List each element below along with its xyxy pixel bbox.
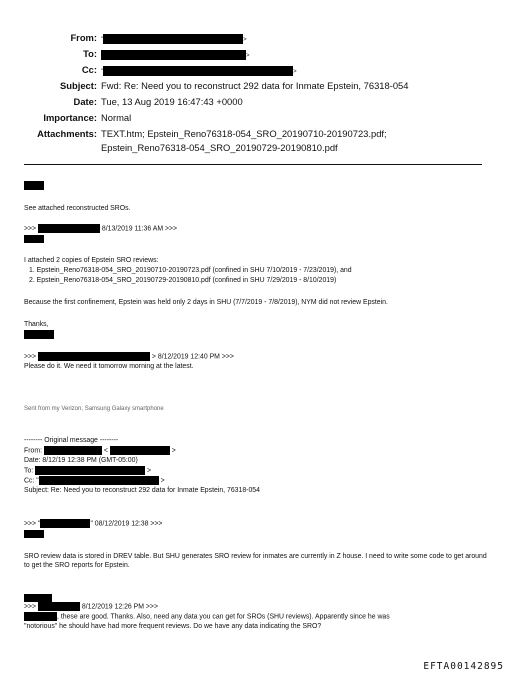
from-label: From:	[70, 32, 97, 43]
cc-label: Cc:	[81, 64, 97, 75]
header-divider	[24, 164, 482, 165]
date-label: Date:	[73, 96, 97, 107]
redacted-block	[24, 330, 54, 339]
redacted-block	[24, 530, 44, 538]
attachment-list-item-2: 2. Epstein_Reno76318-054_SRO_20190729-20190810.pdf (confined in SHU 7/29/2019 - 8/10/2019)	[29, 277, 337, 284]
subject-value: Fwd: Re: Need you to reconstruct 292 data for Inmate Epstein, 76318-054	[101, 80, 409, 91]
importance-value: Normal	[101, 112, 132, 123]
redacted-block	[24, 235, 44, 243]
redacted-block	[44, 446, 102, 455]
redacted-block	[40, 519, 90, 528]
signature-redaction	[24, 181, 494, 190]
quote-header-3: >>> " " 08/12/2019 12:38 >>>	[24, 520, 163, 528]
bates-number: EFTA00142895	[423, 661, 504, 672]
date-value: Tue, 13 Aug 2019 16:47:43 +0000	[101, 96, 243, 107]
quote-3-time: " 08/12/2019 12:38 >>>	[90, 520, 163, 528]
orig-from-line: From: < >	[24, 447, 176, 455]
subject-label: Subject:	[60, 80, 97, 91]
please-do-it-line: Please do it. We need it tomorrow morning at the latest.	[24, 363, 194, 370]
drev-paragraph: SRO review data is stored in DREV table. But SHU generates SRO review for inmates are currently in Z house. I need to write some code to get around to get the SRO reports for Epstein.	[24, 553, 487, 569]
redacted-block	[101, 50, 246, 60]
attachments-line-2: Epstein_Reno76318-054_SRO_20190729-20190810.pdf	[101, 142, 338, 153]
cc-value: " >	[101, 64, 297, 78]
quote-header-1: >>> 8/13/2019 11:36 AM >>>	[24, 225, 178, 233]
redacted-block	[24, 181, 44, 190]
to-value: >	[101, 48, 250, 62]
quote-2-time: > 8/12/2019 12:40 PM >>>	[151, 353, 234, 361]
redacted-block	[38, 602, 80, 611]
redacted-block	[103, 66, 293, 76]
these-are-good-line: , these are good. Thanks. Also, need any data you can get for SROs (SHU reviews). Apparently since he was	[24, 612, 494, 621]
notorious-line: "notorious" he should have had more frequent reviews. Do we have any data indicating the SRO?	[24, 623, 322, 630]
orig-date-line: Date: 8/12/19 12:38 PM (GMT-05:00)	[24, 457, 138, 464]
attached-intro: I attached 2 copies of Epstein SRO reviews:	[24, 257, 159, 264]
attachment-list-item-1: 1. Epstein_Reno76318-054_SRO_20190710-20190723.pdf (confined in SHU 7/10/2019 - 7/23/2019), and	[29, 267, 352, 274]
quote-3-name-redaction	[24, 530, 494, 539]
orig-cc-line: Cc: " >	[24, 477, 165, 485]
redacted-block	[35, 466, 145, 475]
see-attached-line: See attached reconstructed SROs.	[24, 205, 131, 212]
redacted-block	[38, 352, 150, 361]
importance-label: Importance:	[43, 112, 97, 123]
quote-4-time: 8/12/2019 12:26 PM >>>	[81, 603, 158, 611]
quote-1-name-redaction	[24, 235, 494, 244]
redacted-block	[103, 34, 243, 44]
redacted-block	[39, 476, 159, 485]
sent-from-line: Sent from my Verizon, Samsung Galaxy smartphone	[24, 406, 164, 412]
quote-header-2: >>> > 8/12/2019 12:40 PM >>>	[24, 353, 234, 361]
redacted-block	[24, 594, 52, 602]
orig-to-line: To: >	[24, 467, 152, 475]
redacted-block	[110, 446, 170, 455]
thanks-signature-redaction	[24, 330, 494, 339]
attachments-line-1: TEXT.htm; Epstein_Reno76318-054_SRO_20190710-20190723.pdf;	[101, 128, 387, 139]
redacted-block	[24, 612, 57, 621]
first-confinement-paragraph: Because the first confinement, Epstein was held only 2 days in SHU (7/7/2019 - 7/8/2019), NYM did not review Epstein.	[24, 299, 388, 306]
quote-4-line: >>> 8/12/2019 12:26 PM >>>	[24, 603, 158, 611]
redacted-block	[38, 224, 100, 233]
quote-1-time: 8/13/2019 11:36 AM >>>	[101, 225, 178, 233]
orig-subject-line: Subject: Re: Need you to reconstruct 292 data for Inmate Epstein, 76318-054	[24, 487, 260, 494]
to-label: To:	[83, 48, 97, 59]
attachments-label: Attachments:	[37, 128, 97, 139]
from-value: " >	[101, 32, 247, 46]
original-message-divider: -------- Original message --------	[24, 437, 119, 444]
thanks-line: Thanks,	[24, 321, 49, 328]
